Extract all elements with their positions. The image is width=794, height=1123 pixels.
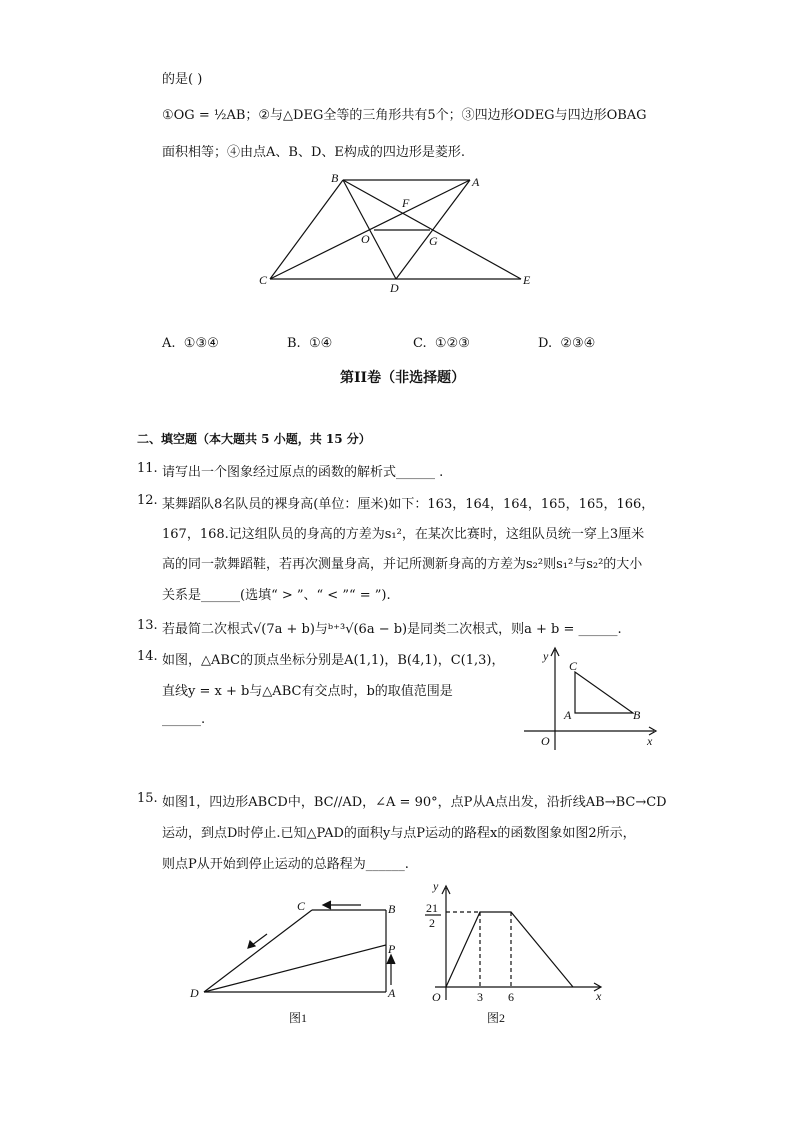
q10-line3: 面积相等；④由点A、B、D、E构成的四边形是菱形. — [162, 145, 465, 160]
label-O: O — [361, 232, 370, 246]
tick-label-2: 2 — [429, 916, 435, 930]
label-B: B — [633, 708, 641, 722]
label-C: C — [259, 273, 268, 287]
tick-label-21: 21 — [426, 901, 438, 915]
q11-number: 11. — [137, 461, 158, 476]
label-O: O — [432, 990, 441, 1004]
label-O: O — [541, 734, 550, 748]
label-C: C — [569, 659, 578, 673]
arrow-down-left-head — [248, 941, 255, 948]
label-F: F — [402, 196, 410, 210]
label-D: D — [390, 281, 399, 295]
label-D: D — [190, 986, 199, 1000]
label-E: E — [523, 273, 531, 287]
q10-line1: 的是( ) — [162, 72, 203, 87]
q13-text: 若最简二次根式√(7a + b)与ᵇ⁺³√(6a − b)是同类二次根式，则a + b = ______. — [162, 622, 622, 637]
segment-BC — [270, 180, 343, 279]
q12-line3: 高的同一款舞蹈鞋，若再次测量身高，并记所测新身高的方差为s₂²则s₁²与s₂²的大小 — [162, 557, 643, 572]
q10-option-d[interactable] — [538, 336, 595, 351]
option-text: ①④ — [308, 336, 333, 351]
option-letter: C. — [413, 336, 427, 351]
fill-in-header: 二、填空题（本大题共 5 小题，共 15 分） — [137, 432, 371, 446]
arrow-up-head — [387, 955, 395, 964]
q10-option-c[interactable] — [413, 336, 470, 351]
q10-geometry-figure — [258, 168, 538, 298]
label-x: x — [647, 734, 653, 748]
label-P: P — [388, 942, 396, 956]
label-B: B — [331, 171, 339, 185]
label-A: A — [564, 708, 572, 722]
figure-1-caption: 图1 — [289, 1011, 308, 1025]
label-B: B — [388, 902, 396, 916]
label-x: x — [596, 989, 602, 1003]
function-graph — [446, 912, 573, 987]
section-title: 第II卷（非选择题） — [340, 370, 466, 386]
tick-label-3: 3 — [477, 990, 483, 1004]
option-text: ①②③ — [434, 336, 470, 351]
label-y: y — [543, 649, 549, 663]
option-letter: A. — [162, 336, 176, 351]
q12-number: 12. — [137, 493, 158, 508]
q14-line1: 如图，△ABC的顶点坐标分别是A(1,1)，B(4,1)，C(1,3)， — [162, 653, 505, 668]
q15-figure-2-graph — [420, 875, 610, 1030]
q15-line2: 运动，到点D时停止.已知△PAD的面积y与点P运动的路程x的函数图象如图2所示， — [162, 826, 636, 841]
option-text: ②③④ — [560, 336, 596, 351]
q12-line2: 167，168.记这组队员的身高的方差为s₁²，在某次比赛时，这组队员统一穿上3厘米 — [162, 527, 645, 542]
q10-option-a[interactable] — [162, 336, 219, 351]
q12-line1: 某舞蹈队8名队员的裸身高(单位：厘米)如下：163，164，164，165，165，166， — [162, 497, 655, 512]
q13-number: 13. — [137, 618, 158, 633]
q12-line4: 关系是______(选填“ > ”、“ < ”“ = ”). — [162, 588, 391, 603]
q14-number: 14. — [137, 649, 158, 664]
label-A: A — [388, 986, 396, 1000]
arrow-left-head — [323, 901, 331, 909]
label-A: A — [472, 175, 480, 189]
q14-line3: ______. — [162, 712, 206, 727]
q10-option-b[interactable] — [287, 336, 332, 351]
option-letter: D. — [538, 336, 553, 351]
q11-text: 请写出一个图象经过原点的函数的解析式______ . — [162, 465, 444, 480]
figure-2-caption: 图2 — [487, 1011, 506, 1025]
label-C: C — [297, 899, 306, 913]
q14-coordinate-figure — [520, 645, 660, 750]
label-G: G — [429, 234, 438, 248]
segment-DP — [204, 945, 386, 992]
segment-DC — [204, 910, 312, 992]
triangle-ABC — [575, 672, 633, 713]
q15-number: 15. — [137, 791, 158, 806]
q15-line3: 则点P从开始到停止运动的总路程为______. — [162, 857, 409, 872]
label-y: y — [433, 879, 439, 893]
q15-line1: 如图1，四边形ABCD中，BC//AD，∠A = 90°，点P从A点出发，沿折线AB→BC→CD — [162, 795, 667, 810]
option-text: ①③④ — [183, 336, 219, 351]
q14-line2: 直线y = x + b与△ABC有交点时，b的取值范围是 — [162, 684, 453, 699]
q10-line2: ①OG = ½AB；②与△DEG全等的三角形共有5个；③四边形ODEG与四边形OBAG — [162, 108, 647, 123]
q15-figure-1 — [185, 895, 405, 1030]
tick-label-6: 6 — [508, 990, 514, 1004]
option-letter: B. — [287, 336, 301, 351]
